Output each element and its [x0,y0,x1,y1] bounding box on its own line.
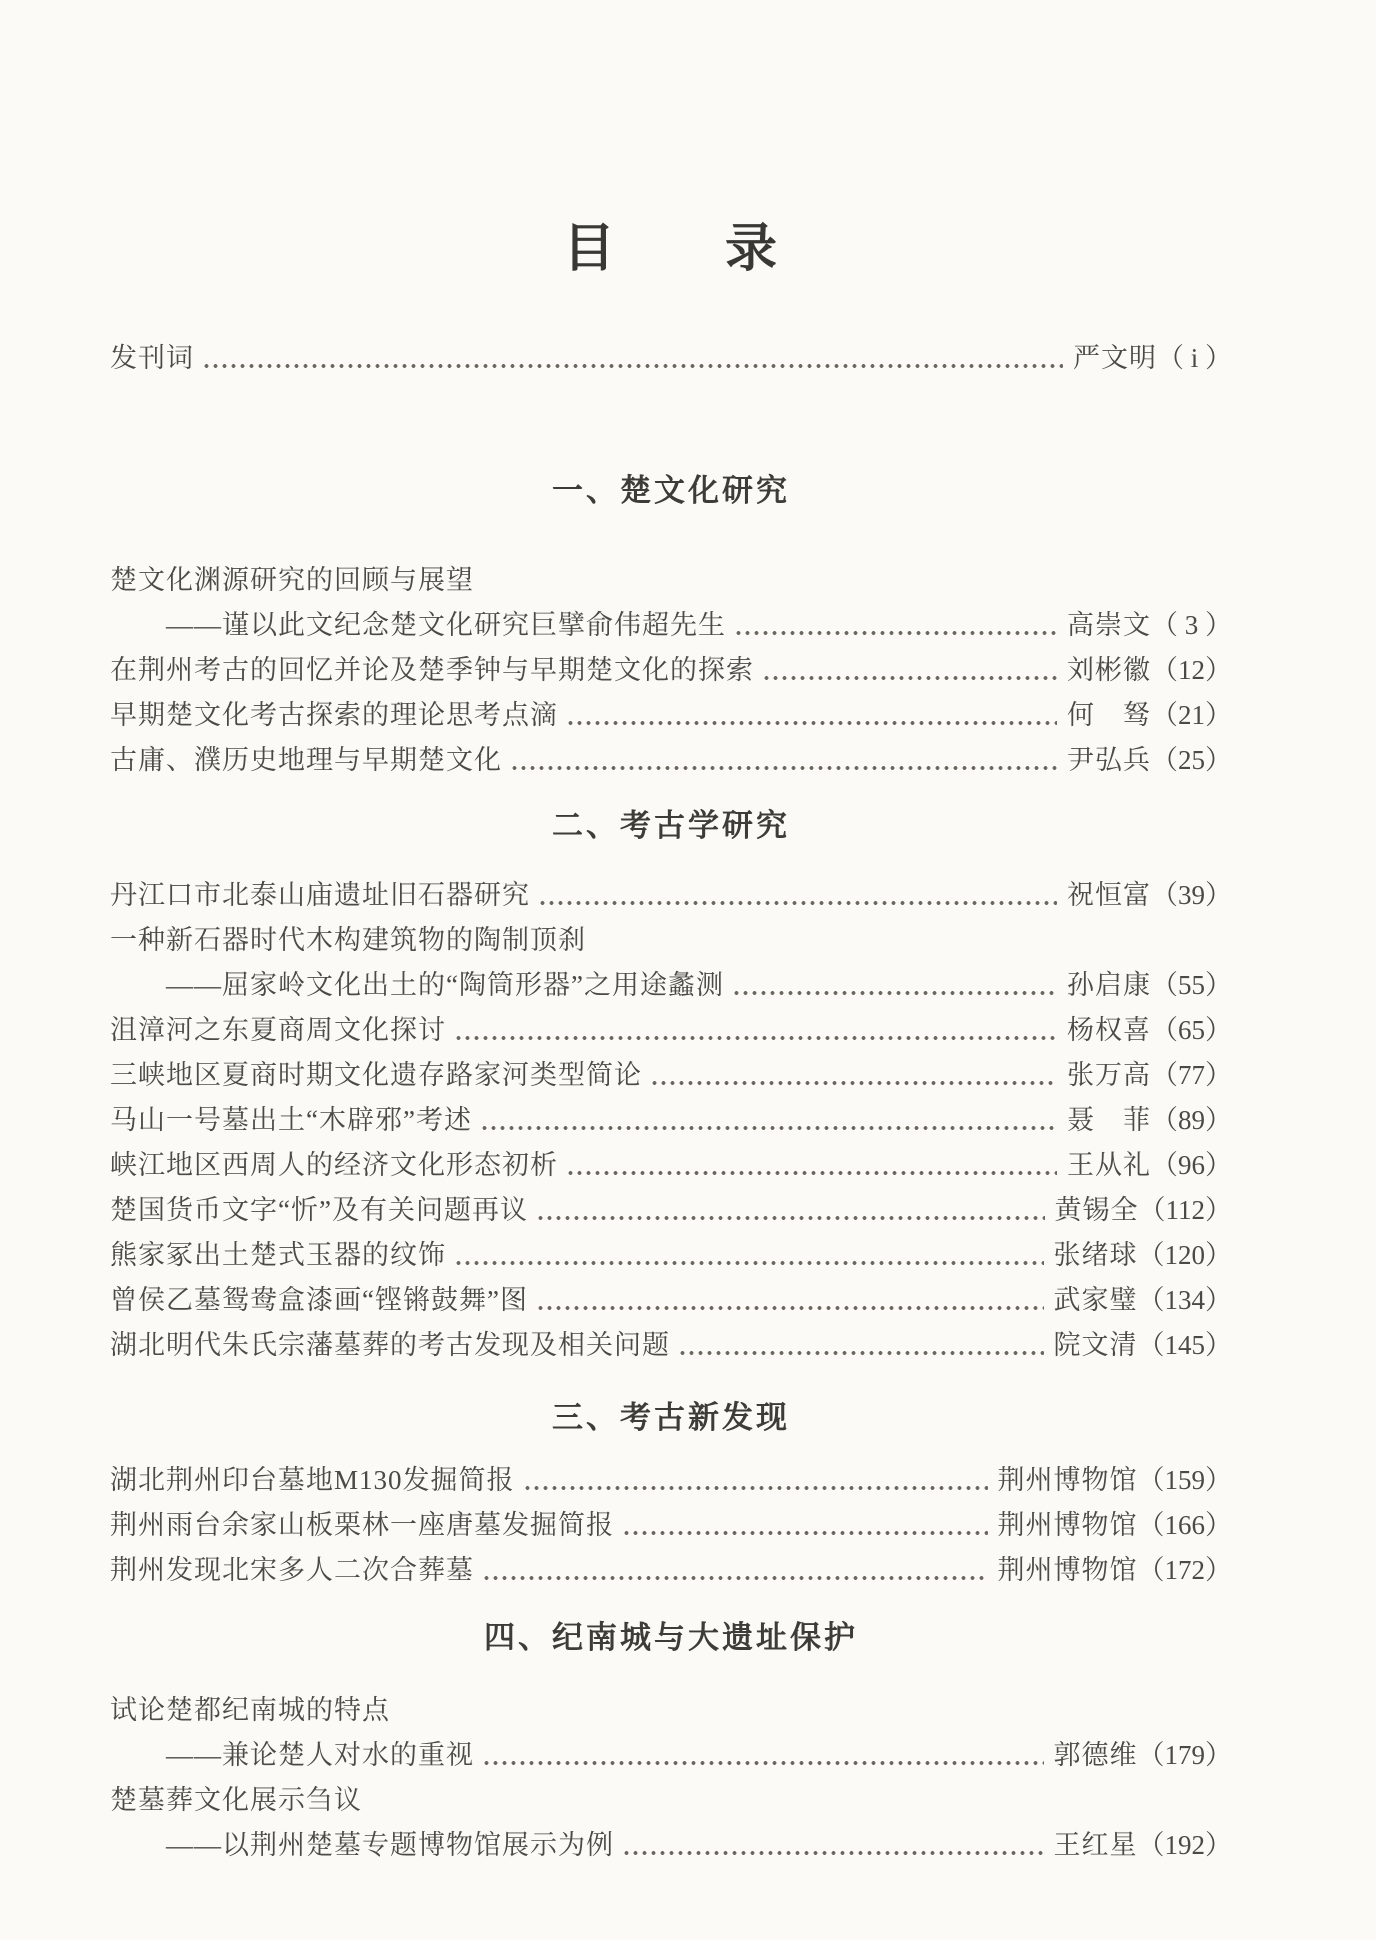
entry-title: 荆州雨台余家山板栗林一座唐墓发掘简报 [110,1510,614,1540]
entry-page-number: （ 3 ） [1151,610,1232,640]
entry-page-number: （179） [1137,1740,1232,1770]
dot-leader [454,1032,1057,1044]
entry-page-number: （89） [1151,1105,1232,1135]
entry-title: 一种新石器时代木构建筑物的陶制顶刹 [110,925,586,955]
dot-leader [762,672,1057,684]
entry-author: 尹弘兵 [1067,745,1151,775]
entry-title: 马山一号墓出土“木辟邪”考述 [110,1105,472,1135]
toc-entry [110,1323,1232,1368]
entry-author: 荆州博物馆 [997,1510,1138,1540]
entry-title: 楚墓葬文化展示刍议 [110,1785,362,1815]
entry-title: 三峡地区夏商时期文化遗存路家河类型简论 [110,1060,642,1090]
toc-entry [110,1233,1232,1278]
toc-entry [110,918,1232,963]
dot-leader [536,1302,1044,1314]
toc-content [110,0,1232,1868]
dot-leader [482,1572,988,1584]
dot-leader [536,1212,1045,1224]
entry-author: 武家璧 [1053,1285,1138,1315]
entry-page-number: （12） [1151,655,1232,685]
entry-page-number: （96） [1151,1150,1232,1180]
entry-author: 荆州博物馆 [997,1465,1138,1495]
toc-entry-subtitle [110,603,1232,648]
entry-title: 荆州发现北宋多人二次合葬墓 [110,1555,474,1585]
entry-author: 荆州博物馆 [997,1555,1138,1585]
entry-page-number: （77） [1151,1060,1232,1090]
entry-author: 杨权喜 [1067,1015,1151,1045]
toc-entry [110,648,1232,693]
entry-author: 刘彬徽 [1067,655,1151,685]
entry-title: 试论楚都纪南城的特点 [110,1695,390,1725]
entry-page-number: （166） [1137,1510,1232,1540]
entry-title: 发刊词 [110,343,194,373]
toc-entry [110,693,1232,738]
page-title: 目 录 [562,221,779,278]
entry-author: 高崇文 [1067,610,1151,640]
dot-leader [523,1482,988,1494]
entry-title: 湖北荆州印台墓地M130发掘简报 [110,1465,515,1495]
toc-entry [110,1008,1232,1053]
dot-leader [566,717,1057,729]
entry-author: 严文明 [1072,343,1157,373]
entry-title: 熊家冢出土楚式玉器的纹饰 [110,1240,446,1270]
toc-entry [110,558,1232,603]
dot-leader [482,1757,1044,1769]
entry-author: 黄锡全 [1054,1195,1139,1225]
dot-leader [510,762,1057,774]
entry-author: 张万高 [1067,1060,1151,1090]
section-heading-3: 三、考古新发现 [552,1400,790,1435]
dot-leader [734,627,1057,639]
entry-title: 在荆州考古的回忆并论及楚季钟与早期楚文化的探索 [110,655,754,685]
toc-entry [110,1688,1232,1733]
section-heading-4: 四、纪南城与大遗址保护 [484,1620,858,1655]
entry-title: 楚国货币文字“忻”及有关问题再议 [110,1195,528,1225]
entry-subtitle: ——屈家岭文化出土的“陶筒形器”之用途蠡测 [166,970,724,1000]
dot-leader [202,360,1063,372]
entry-author: 祝恒富 [1067,880,1151,910]
dot-leader [538,897,1057,909]
dot-leader [454,1257,1044,1269]
toc-entry [110,1098,1232,1143]
dot-leader [678,1347,1044,1359]
toc-entry [110,1143,1232,1188]
toc-entry [110,1503,1232,1548]
entry-page-number: （134） [1137,1285,1232,1315]
entry-author: 郭德维 [1053,1740,1138,1770]
dot-leader [622,1847,1044,1859]
toc-entry [110,738,1232,783]
toc-entry [110,1458,1232,1503]
entry-title: 峡江地区西周人的经济文化形态初析 [110,1150,558,1180]
entry-title: 曾侯乙墓鸳鸯盒漆画“铿锵鼓舞”图 [110,1285,528,1315]
entry-title: 早期楚文化考古探索的理论思考点滴 [110,700,558,730]
entry-page-number: （159） [1137,1465,1232,1495]
entry-author: 聂 菲 [1067,1105,1151,1135]
entry-title: 沮漳河之东夏商周文化探讨 [110,1015,446,1045]
toc-entry [110,1278,1232,1323]
toc-entry [110,1188,1232,1233]
dot-leader [732,987,1057,999]
toc-entry [110,873,1232,918]
section-heading-1: 一、楚文化研究 [552,473,790,508]
entry-subtitle: ——以荆州楚墓专题博物馆展示为例 [166,1830,614,1860]
entry-page-number: （172） [1137,1555,1232,1585]
entry-author: 院文清 [1053,1330,1138,1360]
entry-page-number: （65） [1151,1015,1232,1045]
entry-subtitle: ——兼论楚人对水的重视 [166,1740,474,1770]
dot-leader [622,1527,988,1539]
dot-leader [650,1077,1057,1089]
entry-page-number: （39） [1151,880,1232,910]
toc-entry [110,1778,1232,1823]
entry-page-number: （55） [1151,970,1232,1000]
entry-title: 丹江口市北泰山庙遗址旧石器研究 [110,880,530,910]
dot-leader [566,1167,1057,1179]
toc-entry [110,1548,1232,1593]
toc-entry [110,1053,1232,1098]
entry-title: 楚文化渊源研究的回顾与展望 [110,565,474,595]
entry-author: 何 驽 [1067,700,1151,730]
entry-subtitle: ——谨以此文纪念楚文化研究巨擘俞伟超先生 [166,610,726,640]
entry-author: 孙启康 [1067,970,1151,1000]
toc-entry-foreword [110,336,1232,381]
entry-title: 古庸、濮历史地理与早期楚文化 [110,745,502,775]
entry-page-number: （192） [1137,1830,1232,1860]
entry-author: 王红星 [1053,1830,1138,1860]
entry-page-number: （112） [1138,1195,1232,1225]
entry-page-number: （145） [1137,1330,1232,1360]
entry-page-number: （120） [1137,1240,1232,1270]
toc-entry-subtitle [110,1733,1232,1778]
entry-page-number: （25） [1151,745,1232,775]
toc-entry-subtitle [110,1823,1232,1868]
entry-author: 张绪球 [1053,1240,1138,1270]
section-heading-2: 二、考古学研究 [552,808,790,843]
entry-author: 王从礼 [1067,1150,1151,1180]
entry-title: 湖北明代朱氏宗藩墓葬的考古发现及相关问题 [110,1330,670,1360]
entry-page-number: （21） [1151,700,1232,730]
toc-entry-subtitle [110,963,1232,1008]
dot-leader [480,1122,1057,1134]
entry-page-number: （ i ） [1156,343,1232,373]
